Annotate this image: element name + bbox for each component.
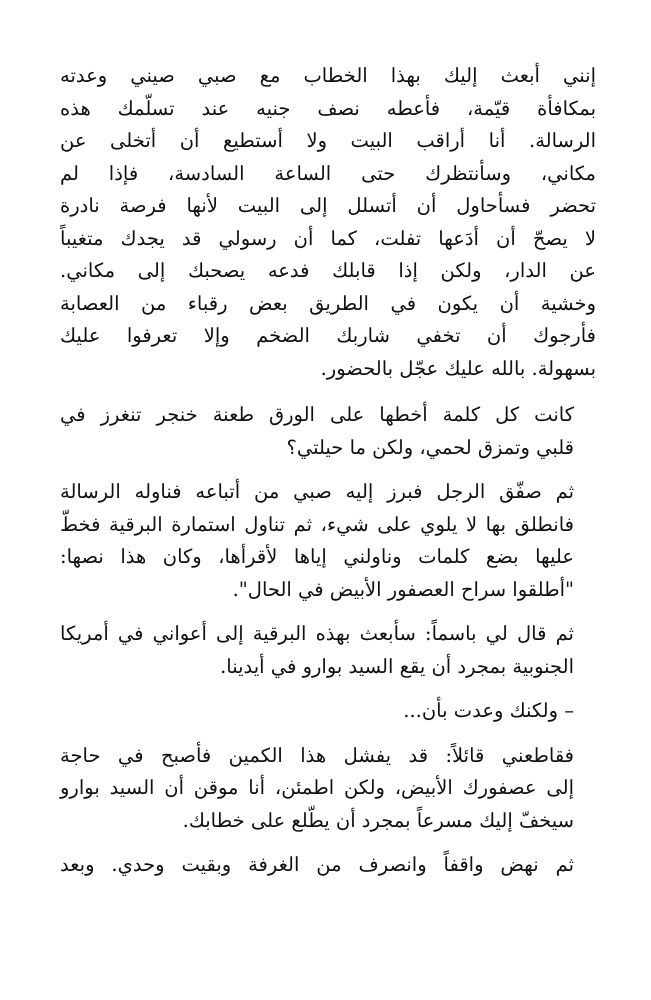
text-line: مكاني، وسأنتظرك حتى الساعة السادسة، فإذا لم: [60, 161, 596, 185]
book-page: [60, 60, 596, 894]
text-line: سيخفّ إليك مسرعاً بمجرد أن يطّلع على خطابك.: [182, 808, 574, 832]
letter-paragraph: [60, 60, 596, 385]
text-line: – ولكنك وعدت بأن...: [403, 699, 574, 722]
text-line: ثم قال لي باسماً: سأبعث بهذه البرقية إلى أعواني في أمريكا: [60, 622, 574, 645]
ending-paragraph: [60, 849, 596, 882]
text-line: تحضر فسأحاول أن أتسلل إلى البيت لأنها فرصة نادرة: [60, 194, 596, 217]
text-line: "أطلقوا سراح العصفور الأبيض في الحال".: [232, 577, 574, 601]
text-line: عن الدار، ولكن إذا قابلك فدعه يصحبك إلى مكاني.: [60, 259, 596, 282]
text-line: فقاطعني قائلاً: قد يفشل هذا الكمين فأصبح في حاجة: [60, 743, 574, 767]
text-line: وخشية أن يكون في الطريق بعض رقباء من العصابة: [60, 291, 596, 315]
dialog-paragraph: [60, 695, 596, 728]
text-line: بسهولة. بالله عليك عجّل بالحضور.: [320, 356, 596, 380]
text-line: بمكافأة قيّمة، فأعطه نصف جنيه عند تسلّمك هذه: [60, 96, 596, 120]
smiling-paragraph: [60, 618, 596, 683]
text-line: الرسالة. أنا أراقب البيت ولا أستطيع أن أتخلى عن: [60, 129, 596, 152]
text-line: لا يصحّ أن أدَعها تفلت، كما أن رسولي قد يجدك متغيباً: [60, 226, 596, 250]
text-line: عليها بضع كلمات وناولني إياها لأقرأها، وكان هذا نصها:: [60, 545, 574, 568]
interrupt-paragraph: [60, 740, 596, 838]
text-line: فانطلق بها لا يلوي على شيء، ثم تناول استمارة البرقية فخطّ: [60, 512, 574, 536]
text-line: فأرجوك أن تخفي شاربك الضخم وإلا تعرفوا عليك: [60, 324, 596, 347]
text-line: الجنوبية بمجرد أن يقع السيد بوارو في أيدينا.: [220, 654, 574, 678]
text-line: إلى عصفورك الأبيض، ولكن اطمئن، أنا موقن أن السيد بوارو: [60, 776, 574, 799]
text-line: كانت كل كلمة أخطها على الورق طعنة خنجر تنغرز في: [60, 403, 574, 426]
text-line: قلبي وتمزق لحمي، ولكن ما حيلتي؟: [286, 435, 574, 459]
clap-paragraph: [60, 476, 596, 606]
heart-paragraph: [60, 399, 596, 464]
text-line: إنني أبعث إليك بهذا الخطاب مع صبي صيني وعدته: [60, 64, 596, 87]
text-line: ثم نهض واقفاً وانصرف من الغرفة وبقيت وحدي. وبعد: [60, 853, 574, 876]
text-line: ثم صفّق الرجل فبرز إليه صبي من أتباعه فناوله الرسالة: [60, 480, 574, 503]
